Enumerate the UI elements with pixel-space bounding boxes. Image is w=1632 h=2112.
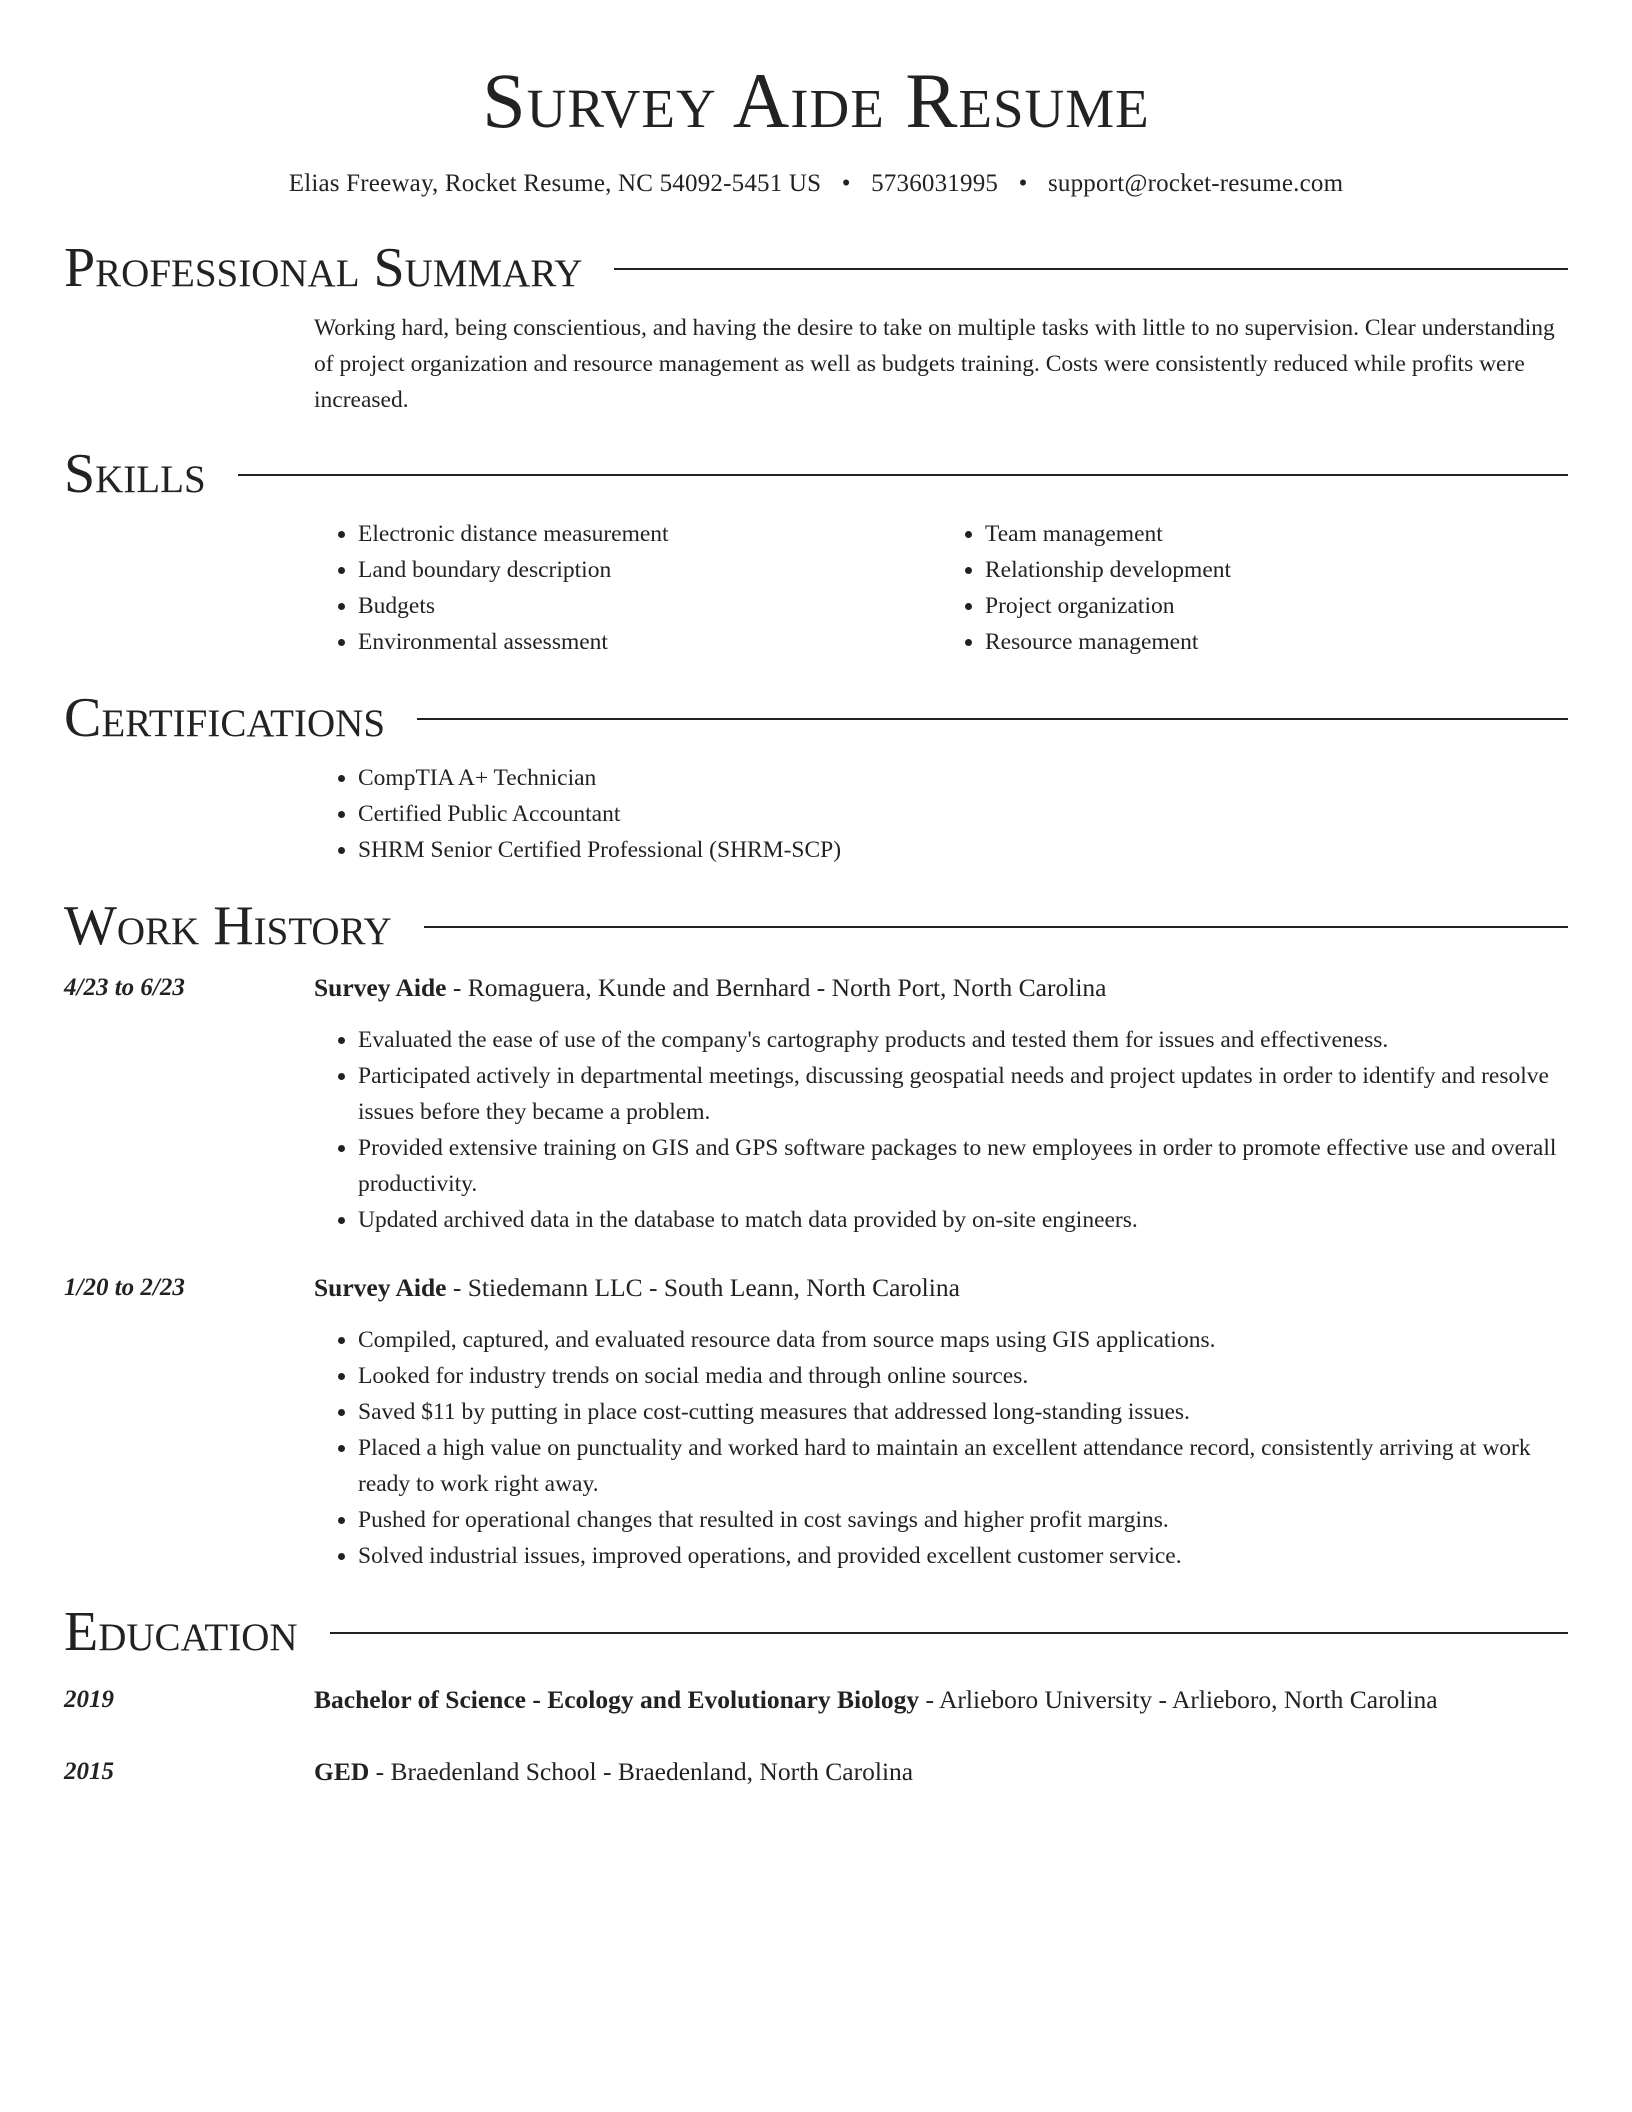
- job-title: Survey Aide: [314, 1273, 447, 1302]
- work-bullet: • Placed a high value on punctuality and worked hard to maintain an excellent attendance record, consistently arriving at work ready to work right away.: [358, 1430, 1568, 1502]
- work-entry: [64, 1270, 1568, 1574]
- certification-item: • CompTIA A+ Technician: [358, 760, 1568, 796]
- section-title-summary: Professional Summary: [64, 237, 583, 299]
- degree-name: Bachelor of Science - Ecology and Evolutionary Biology: [314, 1685, 920, 1714]
- section-divider: [238, 474, 1568, 476]
- section-divider: [330, 1632, 1568, 1634]
- work-bullet: • Pushed for operational changes that resulted in cost savings and higher profit margins.: [358, 1502, 1568, 1538]
- certifications-section-header: [64, 687, 1568, 749]
- contact-separator: •: [1018, 170, 1028, 197]
- certifications-list: [314, 760, 1568, 868]
- skill-item: • Relationship development: [985, 552, 1568, 588]
- work-section-header: [64, 895, 1568, 957]
- work-bullet: • Saved $11 by putting in place cost-cutting measures that addressed long-standing issues.: [358, 1394, 1568, 1430]
- work-dates: 4/23 to 6/23: [64, 974, 185, 1001]
- skill-item: • Land boundary description: [358, 552, 941, 588]
- certification-item: • SHRM Senior Certified Professional (SHRM-SCP): [358, 832, 1568, 868]
- summary-section-header: [64, 237, 1568, 299]
- contact-phone: 5736031995: [871, 170, 999, 197]
- skills-section-header: [64, 443, 1568, 505]
- section-title-work-history: Work History: [64, 895, 392, 957]
- work-bullet: • Updated archived data in the database to match data provided by on-site engineers.: [358, 1202, 1568, 1238]
- contact-address: Elias Freeway, Rocket Resume, NC 54092-5451 US: [288, 170, 822, 197]
- work-bullets: [314, 1322, 1568, 1574]
- summary-text: Working hard, being conscientious, and having the desire to take on multiple tasks with little to no supervision. Clear understanding of project organization and resource management as well as budgets training. Costs were consistently reduced while profits were increased.: [314, 315, 1555, 413]
- work-entry-body: [314, 1270, 1568, 1574]
- skill-item: • Electronic distance measurement: [358, 516, 941, 552]
- education-entry: [64, 1682, 1568, 1718]
- summary-section: [64, 310, 1568, 418]
- contact-separator: •: [841, 170, 851, 197]
- work-entry-body: [314, 970, 1568, 1238]
- education-section-header: [64, 1601, 1568, 1663]
- section-divider: [424, 926, 1568, 928]
- section-divider: [417, 718, 1568, 720]
- job-employer: - Romaguera, Kunde and Bernhard - North Port, North Carolina: [446, 973, 1107, 1002]
- skill-item: • Team management: [985, 516, 1568, 552]
- section-title-skills: Skills: [64, 443, 206, 505]
- work-bullet: • Participated actively in departmental meetings, discussing geospatial needs and project updates in order to identify and resolve issues before they became a problem.: [358, 1058, 1568, 1130]
- education-entry: [64, 1754, 1568, 1790]
- skill-item: • Environmental assessment: [358, 624, 941, 660]
- section-divider: [614, 268, 1568, 270]
- school-details: - Arlieboro University - Arlieboro, North Carolina: [919, 1685, 1438, 1714]
- education-entry-body: [314, 1754, 1568, 1790]
- job-employer: - Stiedemann LLC - South Leann, North Carolina: [446, 1273, 960, 1302]
- resume-title: Survey Aide Resume: [482, 57, 1150, 144]
- work-bullet: • Compiled, captured, and evaluated resource data from source maps using GIS applications.: [358, 1322, 1568, 1358]
- skills-list-right: [941, 516, 1568, 660]
- skill-item: • Resource management: [985, 624, 1568, 660]
- work-bullets: [314, 1022, 1568, 1238]
- skill-item: • Project organization: [985, 588, 1568, 624]
- skills-section: [64, 516, 1568, 660]
- education-year: 2019: [64, 1686, 114, 1713]
- work-entry: [64, 970, 1568, 1238]
- work-entry-header: [314, 1270, 1568, 1306]
- education-entry-body: [314, 1682, 1568, 1718]
- job-title: Survey Aide: [314, 973, 447, 1002]
- degree-name: GED: [314, 1757, 370, 1786]
- contact-line: [64, 170, 1568, 198]
- skills-list-left: [314, 516, 941, 660]
- school-details: - Braedenland School - Braedenland, North Carolina: [369, 1757, 914, 1786]
- work-bullet: • Solved industrial issues, improved operations, and provided excellent customer service.: [358, 1538, 1568, 1574]
- work-dates: 1/20 to 2/23: [64, 1274, 185, 1301]
- work-bullet: • Provided extensive training on GIS and GPS software packages to new employees in order to promote effective use and overall productivity.: [358, 1130, 1568, 1202]
- section-title-education: Education: [64, 1601, 298, 1663]
- section-title-certifications: Certifications: [64, 687, 386, 749]
- contact-email: support@rocket-resume.com: [1047, 170, 1344, 197]
- work-bullet: • Evaluated the ease of use of the company's cartography products and tested them for issues and effectiveness.: [358, 1022, 1568, 1058]
- work-bullet: • Looked for industry trends on social media and through online sources.: [358, 1358, 1568, 1394]
- skill-item: • Budgets: [358, 588, 941, 624]
- certification-item: • Certified Public Accountant: [358, 796, 1568, 832]
- work-entry-header: [314, 970, 1568, 1006]
- education-year: 2015: [64, 1758, 114, 1785]
- certifications-section: [64, 760, 1568, 868]
